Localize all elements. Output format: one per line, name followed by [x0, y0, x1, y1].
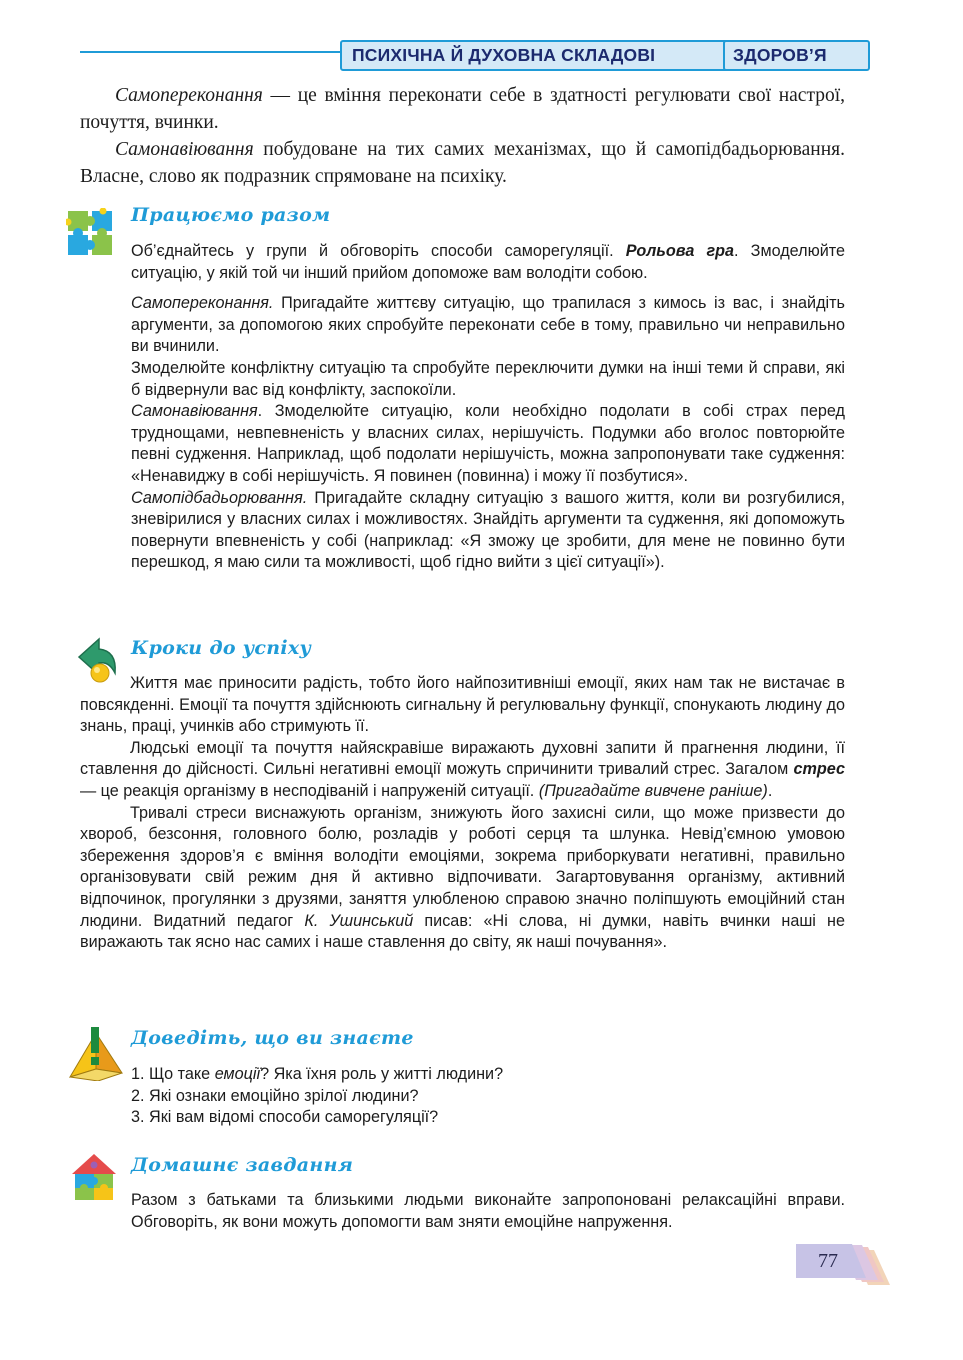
- intro-paragraph: [80, 82, 845, 136]
- puzzle-house-icon: [70, 1152, 118, 1202]
- term: Самонавіювання: [115, 139, 254, 160]
- term: Самопереконання: [115, 85, 263, 106]
- paragraph-text: — це реакція організму в несподіваній і напруженій ситуації.: [80, 781, 539, 800]
- section-title-work-together: Працюємо разом: [131, 204, 331, 226]
- page-number: 77: [818, 1250, 838, 1272]
- paragraph-text: — це вміння переконати себе в здатності регулювати свої настрої, почуття, вчинки.: [80, 85, 845, 133]
- author-name: К. Ушинський: [304, 911, 414, 930]
- work-together-body: [131, 241, 845, 574]
- term: Самонавіювання: [131, 402, 258, 421]
- section-title-homework: Домашнє завдання: [131, 1154, 354, 1176]
- homework-text: Разом з батьками та близькими людьми виконайте запропоновані релаксаційні вправи. Обговоріть, як вони можуть допомогти вам зняти емоційне напруження.: [131, 1191, 845, 1231]
- paragraph-text: побудоване на тих самих механізмах, що й самопідбадьорювання. Власне, слово як подразник спрямоване на психіку.: [80, 139, 845, 187]
- running-header-topic: ЗДОРОВ’Я: [723, 40, 870, 71]
- term: Самопідбадьорювання.: [131, 488, 308, 507]
- question-text: ? Яка їхня роль у житті людини?: [260, 1065, 504, 1083]
- section-title-steps-to-success: Кроки до успіху: [131, 637, 312, 659]
- question-item: 3. Які вам відомі способи саморегуляції?: [131, 1108, 439, 1127]
- paragraph-text: . Змоделюйте ситуацію, у якій той чи інший прийом допоможе вам володіти собою.: [131, 242, 845, 282]
- term: емоції: [214, 1065, 261, 1083]
- homework-body: [131, 1190, 845, 1233]
- body-paragraph: [80, 803, 845, 954]
- role-play-term: Рольова гра: [625, 242, 735, 260]
- intro-text: [80, 82, 845, 190]
- paragraph-text: . Змоделюйте ситуацію, коли необхідно подолати в собі страх перед труднощами, невпевненість у власних силах, нерішучість. Подумки або вголос повторюйте певні судження. Наприклад, щоб подолати нерішучість, можна запропонувати таке судження: «Ненавиджу в собі нерішучість. Я повинен (повинна) і можу її позбутися».: [131, 402, 845, 485]
- task-paragraph: [131, 488, 845, 574]
- running-header-section: ПСИХІЧНА Й ДУХОВНА СКЛАДОВІ: [340, 40, 735, 71]
- paragraph-text: Об’єднайтесь у групи й обговоріть способи саморегуляції.: [131, 242, 626, 260]
- paragraph-text: Пригадайте життєву ситуацію, що трапилася з кимось із вас, і знайдіть аргументи, за допомогою яких спробуйте переконати себе в тому, правильно чи неправильно ви вчинили.: [131, 294, 845, 356]
- intro-paragraph: [80, 136, 845, 190]
- reminder-note: (Пригадайте вивчене раніше): [538, 781, 768, 800]
- paragraph-text: Тривалі стреси виснажують організм, знижують його захисні сили, що може призвести до хвороб, безсоння, головного болю, розладів у роботі серця та шлунка. Невід’ємною умовою збереження здоров’я є вміння володіти емоціями, зокрема приборкувати негативні, правильно організовувати свій режим дня й активно відпочивати. Загартовування організму, активний відпочинок, прогулянки з друзями, заняття улюбленою справою значно поліпшують емоційний стан людини. Видатний педагог: [80, 803, 845, 930]
- paragraph-text: Людські емоції та почуття найяскравіше виражають духовні запити й прагнення людини, її ставлення до дійсності. Сильні негативні емоції можуть спричинити тривалий стрес. Загалом: [80, 738, 845, 779]
- paragraph-text: Пригадайте складну ситуацію з вашого життя, коли ви розгубилися, зневірилися у власних силах і можливостях. Знайдіть аргументи та судження, які допоможуть повернути впевненість у собі (наприклад: «Я зможу це зробити, для мене не повинно бути перешкод, я маю сили та можливості, щоб гідно вийти з цієї ситуації»).: [131, 488, 845, 572]
- task-paragraph: Змоделюйте конфліктну ситуацію та спробуйте переключити думки на інші теми й справи, які б відвернули вас від конфлікту, заспокоїли.: [131, 358, 845, 399]
- stress-term: стрес: [793, 760, 845, 779]
- header-rule: [80, 51, 350, 53]
- task-paragraph: [131, 293, 845, 358]
- task-paragraph: [131, 401, 845, 487]
- term: Самопереконання.: [131, 294, 274, 313]
- paragraph-text: писав: «Ні слова, ні думки, навіть вчинки наші не виражають так ясно нас самих і наше ставлення до світу, як наші почування».: [80, 911, 845, 952]
- paragraph-text: .: [767, 781, 773, 800]
- page-tab: [790, 1242, 895, 1287]
- body-paragraph: [80, 738, 845, 803]
- body-paragraph: Життя має приносити радість, тобто його найпозитивніші емоції, яких нам так не вистачає в повсякденні. Емоції та почуття здійснюють сигнальну й регулювальну функції, спонукають людину до знань, праці, учинків або стримують її.: [80, 674, 845, 736]
- puzzle-icon: [66, 208, 116, 258]
- question-text: 1. Що таке: [131, 1065, 215, 1083]
- instruction-paragraph: [131, 241, 845, 284]
- question-item: 2. Які ознаки емоційно зрілої людини?: [131, 1086, 419, 1105]
- pyramid-exclamation-icon: [66, 1025, 126, 1081]
- section-title-prove-you-know: Доведіть, що ви знаєте: [131, 1027, 414, 1049]
- review-questions: [131, 1064, 845, 1129]
- question-item: [131, 1064, 845, 1086]
- steps-to-success-body: [80, 673, 845, 954]
